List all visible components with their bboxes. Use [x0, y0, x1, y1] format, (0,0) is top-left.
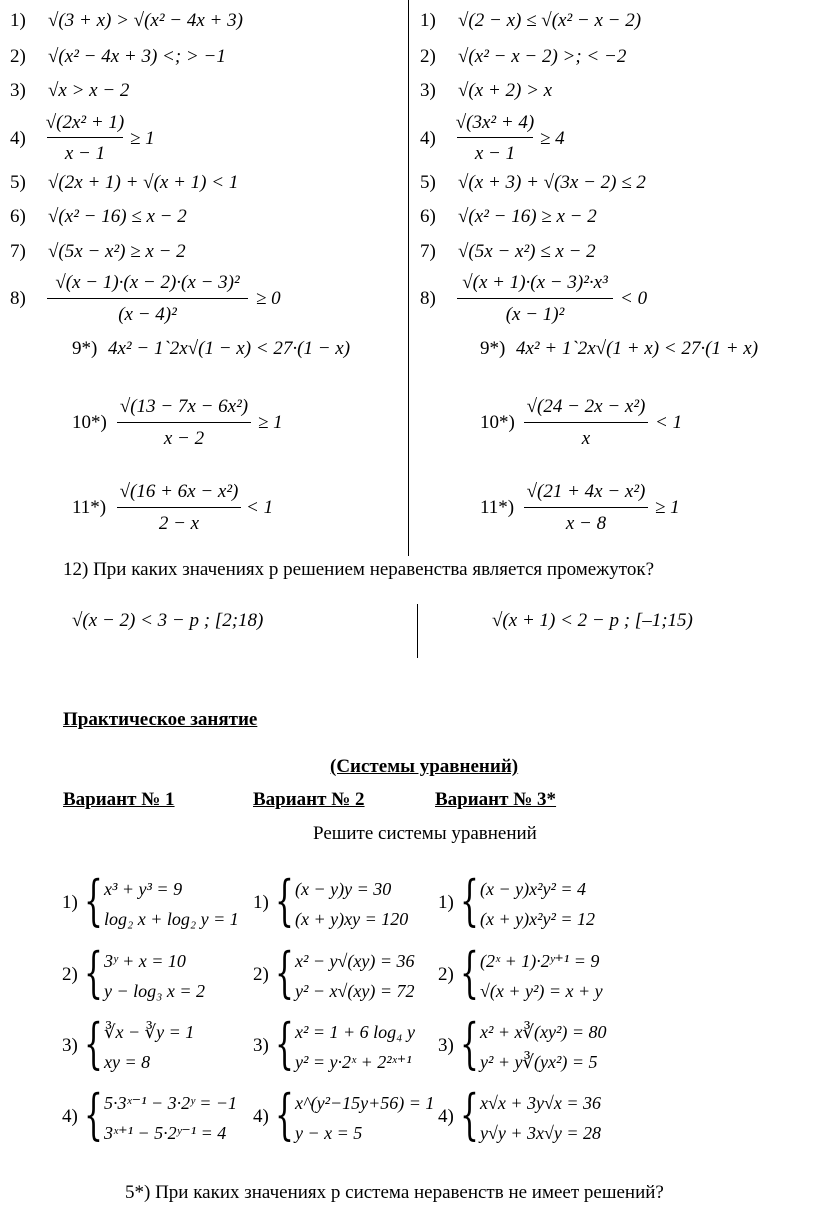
system-brace-icon: {	[84, 1083, 103, 1146]
left-8-numerator: √(x − 1)·(x − 2)·(x − 3)²	[55, 272, 240, 293]
system-equation-1: x² − y√(xy) = 36	[295, 951, 415, 971]
system-equation-1: x² = 1 + 6 log₄ y	[295, 1022, 415, 1042]
left-10-numerator: √(13 − 7x − 6x²)	[119, 396, 249, 417]
question-12: 12) При каких значениях р решением неравенства является промежуток?	[63, 559, 655, 580]
left-10-rhs: ≥ 1	[258, 412, 283, 433]
system-brace-icon: {	[460, 1083, 479, 1146]
system-brace-icon: {	[275, 869, 294, 932]
system-label: 2)	[62, 964, 78, 985]
left-10-denominator: x − 2	[163, 428, 205, 449]
system-equation-1: (x − y)x²y² = 4	[480, 879, 587, 899]
right-11-denominator: x − 8	[565, 513, 607, 534]
left-11-rhs: < 1	[246, 497, 274, 518]
left-11-denominator: 2 − x	[158, 513, 200, 534]
systems-title: (Системы уравнений)	[330, 756, 519, 777]
system-equation-2: y² − x√(xy) = 72	[295, 981, 415, 1001]
right-10-denominator: x	[581, 428, 591, 449]
system-brace-icon: {	[84, 1012, 103, 1075]
system-equation-1: (2ˣ + 1)·2ʸ⁺¹ = 9	[480, 951, 600, 971]
system-equation-2: log₂ x + log₂ y = 1	[104, 909, 239, 929]
system-brace-icon: {	[460, 869, 479, 932]
variant-1-heading: Вариант № 1	[63, 789, 175, 810]
system-equation-2: y√y + 3x√y = 28	[480, 1123, 602, 1143]
system-label: 4)	[62, 1106, 78, 1127]
q12-left-inequality: √(x − 2) < 3 − p ; [2;18)	[72, 610, 264, 631]
system-2-variant-2	[253, 941, 438, 1008]
right-10-numerator: √(24 − 2x − x²)	[526, 396, 646, 417]
left-10-fraction-bar	[117, 422, 251, 423]
system-label: 1)	[438, 892, 454, 913]
q12-right-inequality: √(x + 1) < 2 − p ; [–1;15)	[492, 610, 693, 631]
right-8-fraction-bar	[457, 298, 613, 299]
right-11-numerator: √(21 + 4x − x²)	[526, 481, 646, 502]
system-equation-2: y² + y∛(yx²) = 5	[480, 1052, 598, 1072]
system-3-variant-3	[438, 1012, 623, 1079]
system-4-variant-1	[62, 1083, 247, 1150]
left-8-rhs: ≥ 0	[256, 288, 281, 309]
right-4-rhs: ≥ 4	[540, 128, 565, 149]
system-equation-2: (x + y)x²y² = 12	[480, 909, 596, 929]
q12-divider	[417, 604, 418, 658]
system-1-variant-1	[62, 869, 247, 936]
system-equation-2: y − x = 5	[295, 1123, 363, 1143]
system-brace-icon: {	[275, 941, 294, 1004]
right-11-fraction-bar	[524, 507, 648, 508]
right-4-fraction-bar	[457, 137, 533, 138]
system-equation-1: ∛x − ∛y = 1	[104, 1022, 195, 1042]
system-equation-1: x³ + y³ = 9	[104, 879, 183, 899]
system-brace-icon: {	[460, 1012, 479, 1075]
solve-systems-instruction: Решите системы уравнений	[313, 823, 537, 844]
system-equation-2: y² = y·2ˣ + 2²ˣ⁺¹	[295, 1052, 412, 1072]
system-3-variant-1	[62, 1012, 247, 1079]
left-8-denominator: (x − 4)²	[118, 304, 177, 325]
right-11-rhs: ≥ 1	[655, 497, 680, 518]
system-label: 2)	[438, 964, 454, 985]
right-8-denominator: (x − 1)²	[505, 304, 565, 325]
system-brace-icon: {	[84, 869, 103, 932]
right-8-numerator: √(x + 1)·(x − 3)²·x³	[462, 272, 608, 293]
system-brace-icon: {	[275, 1012, 294, 1075]
right-10-fraction-bar	[524, 422, 648, 423]
left-4-denominator: x − 1	[64, 143, 106, 164]
system-2-variant-3	[438, 941, 623, 1008]
system-label: 2)	[253, 964, 269, 985]
system-4-variant-3	[438, 1083, 623, 1150]
system-4-variant-2	[253, 1083, 438, 1150]
system-2-variant-1	[62, 941, 247, 1008]
system-label: 4)	[253, 1106, 269, 1127]
system-brace-icon: {	[460, 941, 479, 1004]
practice-title: Практическое занятие	[63, 709, 258, 730]
question-5: 5*) При каких значениях р система неравенств не имеет решений?	[125, 1182, 664, 1203]
system-1-variant-3	[438, 869, 623, 936]
system-label: 3)	[438, 1035, 454, 1056]
variant-3-heading: Вариант № 3*	[435, 789, 557, 810]
right-8-rhs: < 0	[620, 288, 648, 309]
system-equation-1: (x − y)y = 30	[295, 879, 392, 899]
right-4-numerator: √(3x² + 4)	[455, 112, 535, 133]
system-label: 1)	[62, 892, 78, 913]
left-4-rhs: ≥ 1	[130, 128, 155, 149]
left-4-numerator: √(2x² + 1)	[45, 112, 125, 133]
column-divider	[408, 0, 409, 556]
system-brace-icon: {	[84, 941, 103, 1004]
system-label: 4)	[438, 1106, 454, 1127]
system-equation-2: xy = 8	[104, 1052, 151, 1072]
system-label: 3)	[62, 1035, 78, 1056]
system-equation-2: y − log₃ x = 2	[104, 981, 206, 1001]
right-4-denominator: x − 1	[474, 143, 516, 164]
system-brace-icon: {	[275, 1083, 294, 1146]
system-equation-1: x^(y²−15y+56) = 1	[295, 1093, 435, 1113]
system-label: 3)	[253, 1035, 269, 1056]
system-equation-1: 5·3ˣ⁻¹ − 3·2ʸ = −1	[104, 1093, 238, 1113]
system-equation-2: 3ˣ⁺¹ − 5·2ʸ⁻¹ = 4	[104, 1123, 227, 1143]
left-11-fraction-bar	[117, 507, 241, 508]
left-4-fraction-bar	[47, 137, 123, 138]
left-11-numerator: √(16 + 6x − x²)	[119, 481, 239, 502]
system-1-variant-2	[253, 869, 438, 936]
right-10-rhs: < 1	[655, 412, 683, 433]
variant-2-heading: Вариант № 2	[253, 789, 365, 810]
system-label: 1)	[253, 892, 269, 913]
system-equation-1: x√x + 3y√x = 36	[480, 1093, 602, 1113]
system-equation-2: (x + y)xy = 120	[295, 909, 409, 929]
system-equation-1: 3ʸ + x = 10	[104, 951, 186, 971]
left-8-fraction-bar	[47, 298, 248, 299]
system-equation-2: √(x + y²) = x + y	[480, 981, 603, 1001]
system-equation-1: x² + x∛(xy²) = 80	[480, 1022, 607, 1042]
system-3-variant-2	[253, 1012, 438, 1079]
